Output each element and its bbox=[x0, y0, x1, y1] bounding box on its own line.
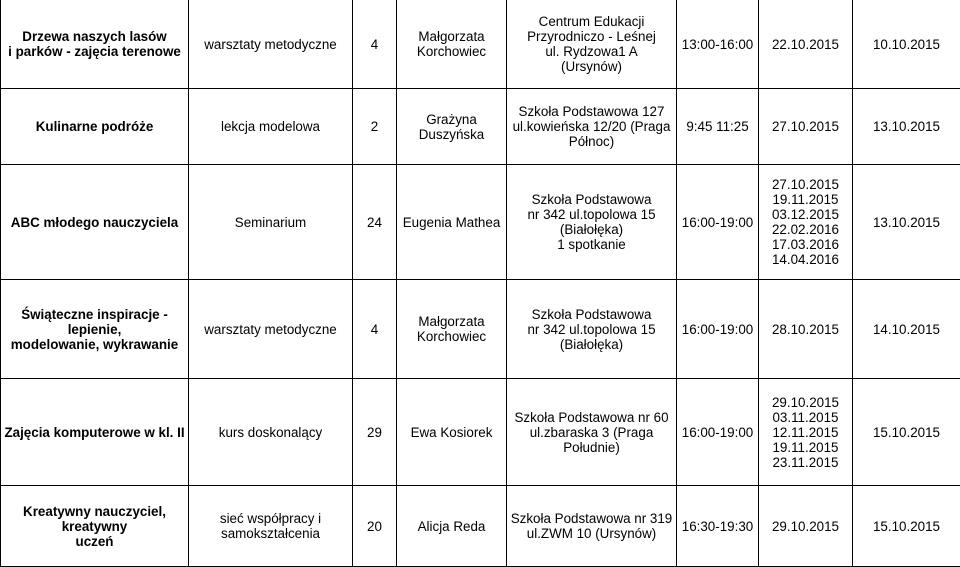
course-teacher-line: Duszyńska bbox=[400, 127, 503, 142]
course-deadline-cell: 14.10.2015 bbox=[853, 280, 960, 379]
course-form-cell bbox=[189, 0, 353, 89]
course-form-line: kurs doskonalący bbox=[192, 425, 349, 440]
course-dates-line: 28.10.2015 bbox=[762, 322, 849, 337]
course-dates-cell bbox=[759, 89, 853, 165]
course-form-line: samokształcenia bbox=[192, 526, 349, 541]
course-dates-line: 12.11.2015 bbox=[762, 425, 849, 440]
course-place-cell bbox=[507, 165, 677, 280]
course-hours-cell: 29 bbox=[353, 379, 397, 486]
course-title-line: ABC młodego nauczyciela bbox=[4, 215, 185, 230]
course-form-cell bbox=[189, 486, 353, 567]
course-place-cell bbox=[507, 280, 677, 379]
course-time-cell: 13:00-16:00 bbox=[677, 0, 759, 89]
course-dates-cell bbox=[759, 165, 853, 280]
course-dates-line: 03.12.2015 bbox=[762, 207, 849, 222]
course-form-cell bbox=[189, 89, 353, 165]
course-deadline-cell: 13.10.2015 bbox=[853, 89, 960, 165]
course-hours-cell: 4 bbox=[353, 0, 397, 89]
course-title-cell bbox=[1, 280, 189, 379]
course-place-line: Szkoła Podstawowa bbox=[510, 192, 673, 207]
table-body bbox=[1, 0, 960, 567]
course-dates-cell bbox=[759, 486, 853, 567]
course-title-cell bbox=[1, 89, 189, 165]
course-teacher-cell bbox=[397, 379, 507, 486]
course-deadline-cell: 15.10.2015 bbox=[853, 486, 960, 567]
course-teacher-line: Korchowiec bbox=[400, 329, 503, 344]
course-place-line: Południe) bbox=[510, 440, 673, 455]
course-title-cell bbox=[1, 0, 189, 89]
course-teacher-line: Alicja Reda bbox=[400, 519, 503, 534]
course-place-line: nr 342 ul.topolowa 15 bbox=[510, 207, 673, 222]
course-place-line: Północ) bbox=[510, 134, 673, 149]
table-row bbox=[1, 280, 960, 379]
course-deadline-cell: 10.10.2015 bbox=[853, 0, 960, 89]
course-teacher-line: Małgorzata bbox=[400, 314, 503, 329]
course-place-cell bbox=[507, 89, 677, 165]
course-form-line: warsztaty metodyczne bbox=[192, 37, 349, 52]
course-title-cell bbox=[1, 486, 189, 567]
course-place-line: Przyrodniczo - Leśnej bbox=[510, 29, 673, 44]
course-dates-line: 22.10.2015 bbox=[762, 37, 849, 52]
course-dates-line: 03.11.2015 bbox=[762, 410, 849, 425]
table-row bbox=[1, 0, 960, 89]
course-form-cell bbox=[189, 165, 353, 280]
course-place-cell bbox=[507, 486, 677, 567]
course-place-line: ul.kowieńska 12/20 (Praga bbox=[510, 119, 673, 134]
course-time-cell: 16:00-19:00 bbox=[677, 280, 759, 379]
course-teacher-cell bbox=[397, 280, 507, 379]
course-place-line: 1 spotkanie bbox=[510, 237, 673, 252]
course-form-line: Seminarium bbox=[192, 215, 349, 230]
course-dates-line: 17.03.2016 bbox=[762, 237, 849, 252]
course-teacher-cell bbox=[397, 486, 507, 567]
course-place-cell bbox=[507, 0, 677, 89]
course-title-cell bbox=[1, 165, 189, 280]
course-place-line: ul.zbaraska 3 (Praga bbox=[510, 425, 673, 440]
course-teacher-cell bbox=[397, 89, 507, 165]
course-hours-cell: 24 bbox=[353, 165, 397, 280]
course-title-line: modelowanie, wykrawanie bbox=[4, 337, 185, 352]
course-dates-line: 29.10.2015 bbox=[762, 519, 849, 534]
course-place-line: (Białołęka) bbox=[510, 337, 673, 352]
course-dates-line: 23.11.2015 bbox=[762, 455, 849, 470]
course-place-line: Szkoła Podstawowa nr 60 bbox=[510, 410, 673, 425]
course-title-line: Drzewa naszych lasów bbox=[4, 29, 185, 44]
course-form-line: lekcja modelowa bbox=[192, 119, 349, 134]
course-teacher-line: Eugenia Mathea bbox=[400, 215, 503, 230]
course-teacher-line: Grażyna bbox=[400, 112, 503, 127]
course-dates-line: 29.10.2015 bbox=[762, 395, 849, 410]
course-time-cell: 16:00-19:00 bbox=[677, 379, 759, 486]
course-place-line: (Białołęka) bbox=[510, 222, 673, 237]
course-place-line: Centrum Edukacji bbox=[510, 14, 673, 29]
course-teacher-line: Ewa Kosiorek bbox=[400, 425, 503, 440]
course-teacher-line: Małgorzata bbox=[400, 29, 503, 44]
course-hours-cell: 2 bbox=[353, 89, 397, 165]
course-teacher-cell bbox=[397, 165, 507, 280]
course-place-line: Szkoła Podstawowa bbox=[510, 307, 673, 322]
table-row bbox=[1, 165, 960, 280]
course-dates-line: 27.10.2015 bbox=[762, 119, 849, 134]
course-hours-cell: 20 bbox=[353, 486, 397, 567]
course-place-line: Szkoła Podstawowa 127 bbox=[510, 104, 673, 119]
course-title-cell bbox=[1, 379, 189, 486]
course-dates-line: 19.11.2015 bbox=[762, 440, 849, 455]
course-dates-line: 22.02.2016 bbox=[762, 222, 849, 237]
course-form-line: warsztaty metodyczne bbox=[192, 322, 349, 337]
course-time-cell: 9:45 11:25 bbox=[677, 89, 759, 165]
course-title-line: Świąteczne inspiracje - lepienie, bbox=[4, 307, 185, 337]
course-form-cell bbox=[189, 280, 353, 379]
course-place-line: (Ursynów) bbox=[510, 59, 673, 74]
course-title-line: Kreatywny nauczyciel, kreatywny bbox=[4, 504, 185, 534]
course-teacher-cell bbox=[397, 0, 507, 89]
course-deadline-cell: 15.10.2015 bbox=[853, 379, 960, 486]
course-dates-line: 19.11.2015 bbox=[762, 192, 849, 207]
table-row bbox=[1, 379, 960, 486]
course-title-line: i parków - zajęcia terenowe bbox=[4, 44, 185, 59]
table-row bbox=[1, 89, 960, 165]
course-place-line: nr 342 ul.topolowa 15 bbox=[510, 322, 673, 337]
course-form-cell bbox=[189, 379, 353, 486]
course-place-line: ul. Rydzowa1 A bbox=[510, 44, 673, 59]
course-teacher-line: Korchowiec bbox=[400, 44, 503, 59]
table-row bbox=[1, 486, 960, 567]
course-dates-cell bbox=[759, 379, 853, 486]
course-form-line: sieć współpracy i bbox=[192, 511, 349, 526]
course-dates-line: 27.10.2015 bbox=[762, 177, 849, 192]
course-title-line: Kulinarne podróże bbox=[4, 119, 185, 134]
course-time-cell: 16:30-19:30 bbox=[677, 486, 759, 567]
course-place-line: ul.ZWM 10 (Ursynów) bbox=[510, 526, 673, 541]
course-dates-cell bbox=[759, 0, 853, 89]
course-dates-line: 14.04.2016 bbox=[762, 252, 849, 267]
course-title-line: uczeń bbox=[4, 534, 185, 549]
course-deadline-cell: 13.10.2015 bbox=[853, 165, 960, 280]
course-place-line: Szkoła Podstawowa nr 319 bbox=[510, 511, 673, 526]
course-time-cell: 16:00-19:00 bbox=[677, 165, 759, 280]
course-dates-cell bbox=[759, 280, 853, 379]
course-title-line: Zajęcia komputerowe w kl. II bbox=[4, 425, 185, 440]
course-place-cell bbox=[507, 379, 677, 486]
course-hours-cell: 4 bbox=[353, 280, 397, 379]
